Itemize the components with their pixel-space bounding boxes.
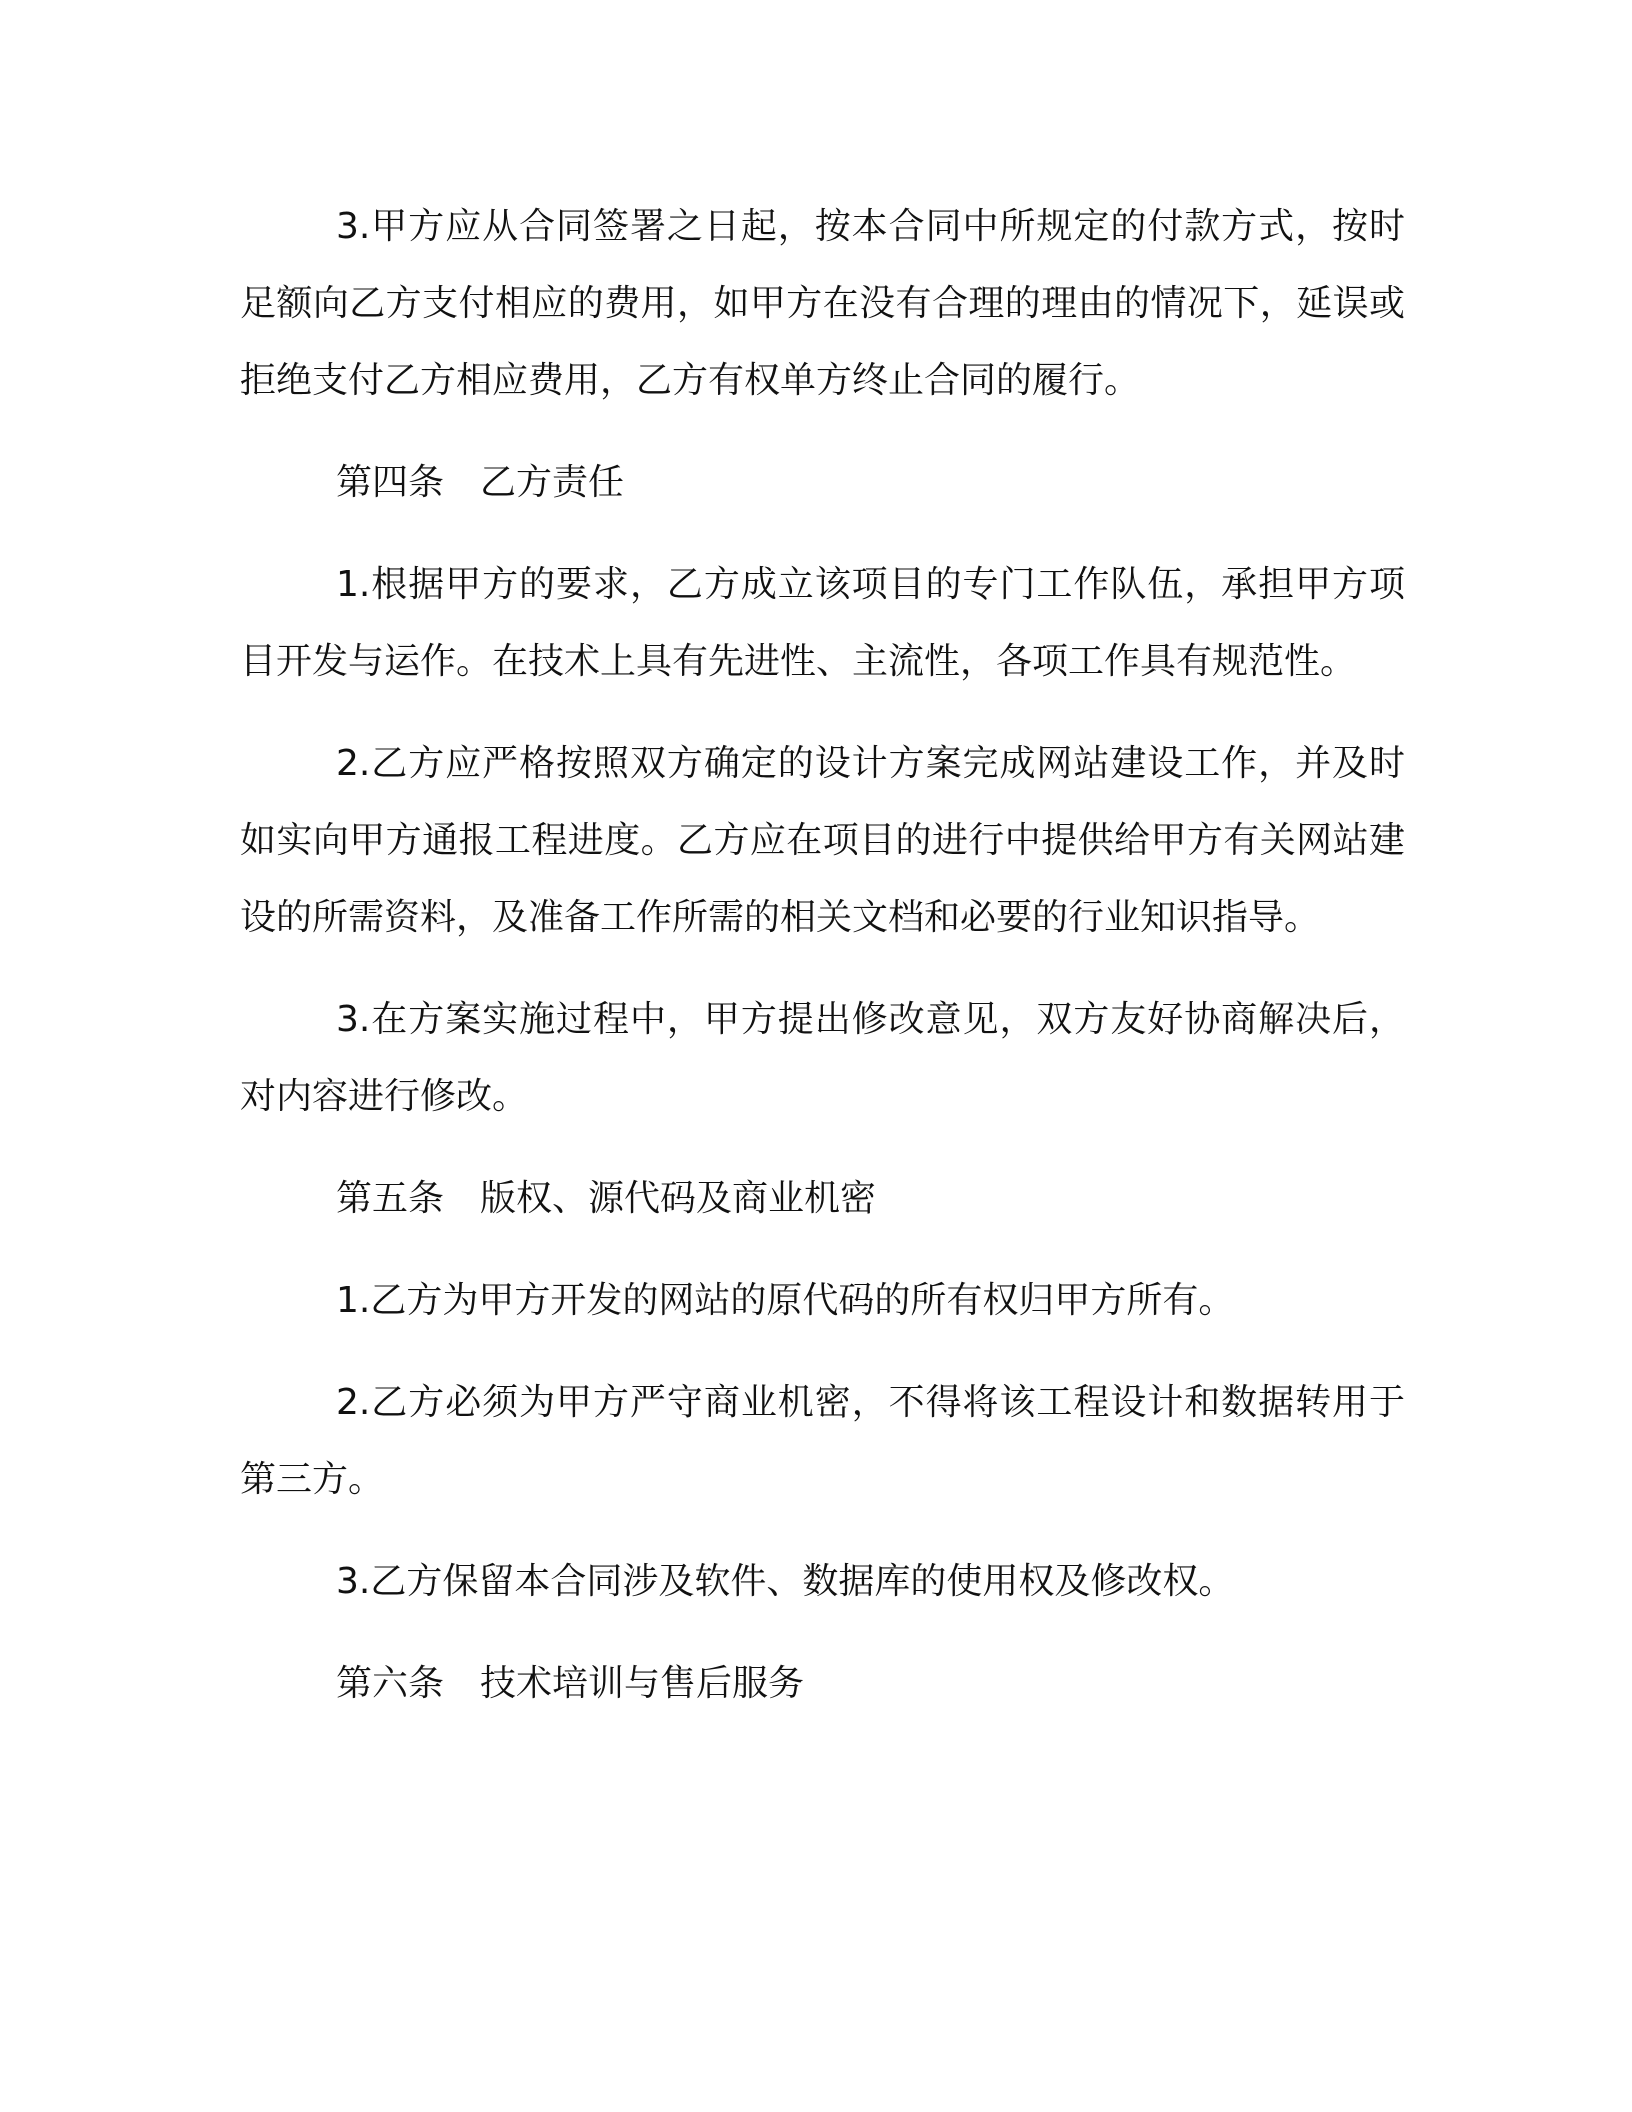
article-5-item-3-paragraph: 3.乙方保留本合同涉及软件、数据库的使用权及修改权。 [336, 1561, 1235, 1602]
article-5-item-1-paragraph: 1.乙方为甲方开发的网站的原代码的所有权归甲方所有。 [336, 1280, 1235, 1321]
article-5-heading: 第五条 版权、源代码及商业机密 [336, 1178, 877, 1219]
document-body [240, 188, 1405, 1722]
article-4-heading: 第四条 乙方责任 [336, 462, 625, 503]
article-4-item-1-paragraph: 1.根据甲方的要求，乙方成立该项目的专门工作队伍，承担甲方项目开发与运作。在技术上具有先进性、主流性，各项工作具有规范性。 [240, 564, 1405, 682]
article-4-item-2-paragraph: 2.乙方应严格按照双方确定的设计方案完成网站建设工作，并及时如实向甲方通报工程进度。乙方应在项目的进行中提供给甲方有关网站建设的所需资料，及准备工作所需的相关文档和必要的行业知识指导。 [240, 743, 1405, 938]
article-5-item-2-paragraph: 2.乙方必须为甲方严守商业机密，不得将该工程设计和数据转用于第三方。 [240, 1382, 1405, 1500]
article-6-heading: 第六条 技术培训与售后服务 [336, 1663, 805, 1704]
clause-3-payment-paragraph: 3.甲方应从合同签署之日起，按本合同中所规定的付款方式，按时足额向乙方支付相应的费用，如甲方在没有合理的理由的情况下，延误或拒绝支付乙方相应费用，乙方有权单方终止合同的履行。 [240, 206, 1405, 401]
article-4-item-3-paragraph: 3.在方案实施过程中，甲方提出修改意见，双方友好协商解决后，对内容进行修改。 [240, 999, 1405, 1117]
